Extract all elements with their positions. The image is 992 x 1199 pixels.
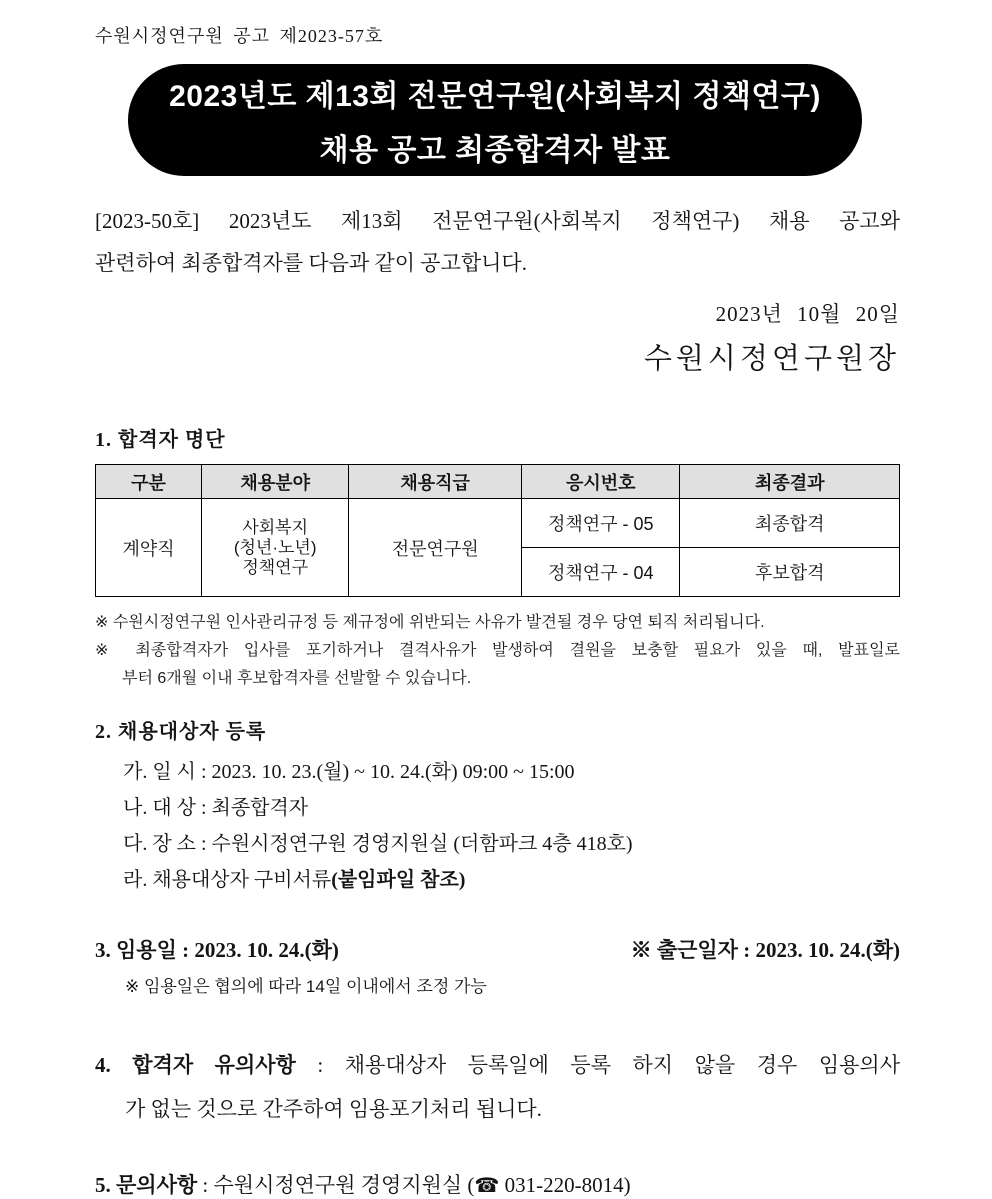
cell-field-line1: 사회복지 (242, 517, 309, 537)
section2 (95, 715, 900, 898)
section5 (95, 1169, 900, 1199)
section5-heading: 5. 문의사항 (95, 1173, 198, 1197)
cell-field-line2: (청년·노년) (233, 537, 317, 557)
cell-position: 전문연구원 (349, 499, 522, 597)
title-banner-line1: 2023년도 제13회 전문연구원(사회복지 정책연구) (169, 80, 821, 113)
pass-list-table (95, 464, 900, 597)
table-row (96, 499, 900, 548)
section3 (95, 934, 900, 964)
section4-heading: 4. 합격자 유의사항 (95, 1053, 296, 1077)
section3-start-date: ※ 출근일자 : 2023. 10. 24.(화) (630, 938, 900, 962)
table-header-row (96, 465, 900, 499)
cell-number-2: 정책연구 - 04 (522, 548, 680, 597)
title-banner (128, 64, 862, 176)
section1-heading: 1. 합격자 명단 (95, 429, 226, 451)
cell-result-1: 최종합격 (680, 499, 900, 548)
intro-line2: 관련하여 최종합격자를 다음과 같이 공고합니다. (95, 251, 527, 275)
cell-category: 계약직 (96, 499, 202, 597)
intro-line1: [2023-50호] 2023년도 제13회 전문연구원(사회복지 정책연구) 채용 공고와 (95, 209, 900, 233)
section2-item-target: 나. 대 상 : 최종합격자 (123, 797, 309, 819)
cell-result-2: 후보합격 (680, 548, 900, 597)
section2-heading: 2. 채용대상자 등록 (95, 721, 267, 743)
section4-line2: 가 없는 것으로 간주하여 임용포기처리 됩니다. (125, 1097, 542, 1121)
col-header-number: 응시번호 (522, 465, 680, 499)
doc-number: 수원시정연구원 공고 제2023-57호 (95, 26, 384, 46)
col-header-result: 최종결과 (680, 465, 900, 499)
section4-line1 (95, 1043, 900, 1087)
cell-field (202, 499, 349, 597)
section5-phone-number: 031-220-8014) (499, 1173, 631, 1197)
section4-line1-rest: : 채용대상자 등록일에 등록 하지 않을 경우 임용의사 (295, 1053, 900, 1077)
section2-items (95, 754, 900, 898)
cell-number-1: 정책연구 - 05 (522, 499, 680, 548)
note-2-line1: ※ 최종합격자가 입사를 포기하거나 결격사유가 발생하여 결원을 보충할 필요가 있을 때, 발표일로 (95, 642, 900, 659)
col-header-position: 채용직급 (349, 465, 522, 499)
note-1: ※ 수원시정연구원 인사관리규정 등 제규정에 위반되는 사유가 발견될 경우 당연 퇴직 처리됩니다. (95, 614, 765, 631)
phone-icon: ☎ (474, 1173, 500, 1197)
table-notes (95, 609, 900, 693)
title-banner-line2: 채용 공고 최종합격자 발표 (319, 134, 671, 167)
signer-title: 수원시정연구원장 (643, 343, 900, 375)
section2-item-documents (123, 862, 900, 898)
col-header-category: 구분 (96, 465, 202, 499)
section3-appointment-date: 3. 임용일 : 2023. 10. 24.(화) (95, 938, 339, 962)
section2-item-place: 다. 장 소 : 수원시정연구원 경영지원실 (더함파크 4층 418호) (123, 833, 633, 855)
intro-paragraph (95, 200, 900, 284)
section2-item-documents-text: 라. 채용대상자 구비서류 (123, 869, 332, 891)
section2-item-date: 가. 일 시 : 2023. 10. 23.(월) ~ 10. 24.(화) 09:00 ~ 15:00 (123, 761, 575, 783)
cell-field-line3: 정책연구 (242, 557, 309, 577)
section4 (95, 1043, 900, 1131)
section3-subnote: ※ 임용일은 협의에 따라 14일 이내에서 조정 가능 (125, 977, 487, 996)
note-2-line2: 부터 6개월 이내 후보합격자를 선발할 수 있습니다. (122, 670, 472, 687)
section5-contact-text: : 수원시정연구원 경영지원실 ( (197, 1173, 475, 1197)
col-header-field: 채용분야 (202, 465, 349, 499)
announcement-date: 2023년 10월 20일 (715, 302, 900, 326)
section2-item-documents-attachment: (붙임파일 참조) (331, 869, 466, 891)
